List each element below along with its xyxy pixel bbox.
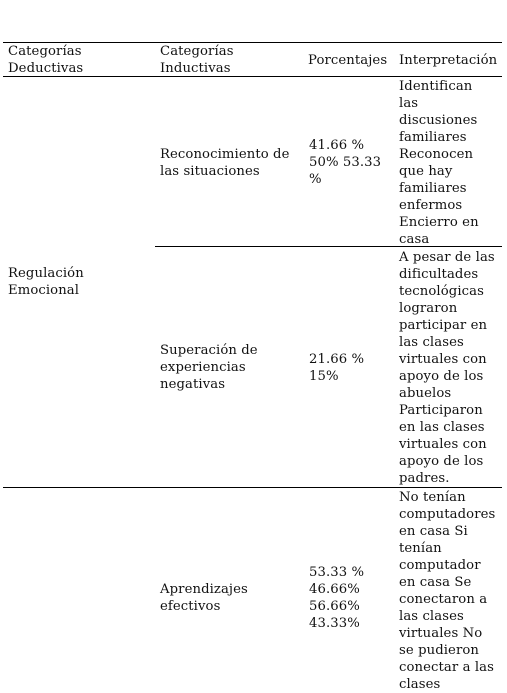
row-2-porcentajes: 21.66 % 15%: [309, 352, 365, 384]
row-2-interpretacion: A pesar de las dificultades tecnológicas lograron participar en las clases virtuales con apoyo de los abuelos Participaron en las clases virtuales con apoyo de los padres.: [399, 250, 495, 486]
header-inductivas: Categorías Inductivas: [160, 44, 234, 76]
header-porcentajes: Porcentajes: [308, 53, 388, 68]
section-divider: [3, 487, 502, 488]
row-2-inductiva: Superación de experiencias negativas: [160, 343, 258, 392]
row-1-interpretacion: Identifican las discusiones familiares Reconocen que hay familiares enfermos Encierro en casa: [399, 79, 479, 247]
row-3-interpretacion: No tenían computadores en casa Si tenían computador en casa Se conectaron a las clases virtuales No se pudieron conectar a las clases: [399, 490, 496, 692]
deductive-category: Regulación Emocional: [8, 266, 84, 298]
row-3-porcentajes: 53.33 % 46.66% 56.66% 43.33%: [309, 565, 365, 631]
row-1-inductiva: Reconocimiento de las situaciones: [160, 147, 290, 179]
header-interpretacion: Interpretación: [399, 53, 498, 68]
header-deductivas: Categorías Deductivas: [8, 44, 84, 76]
row-3-inductiva: Aprendizajes efectivos: [160, 582, 248, 614]
row-1-porcentajes: 41.66 % 50% 53.33 %: [309, 138, 382, 187]
